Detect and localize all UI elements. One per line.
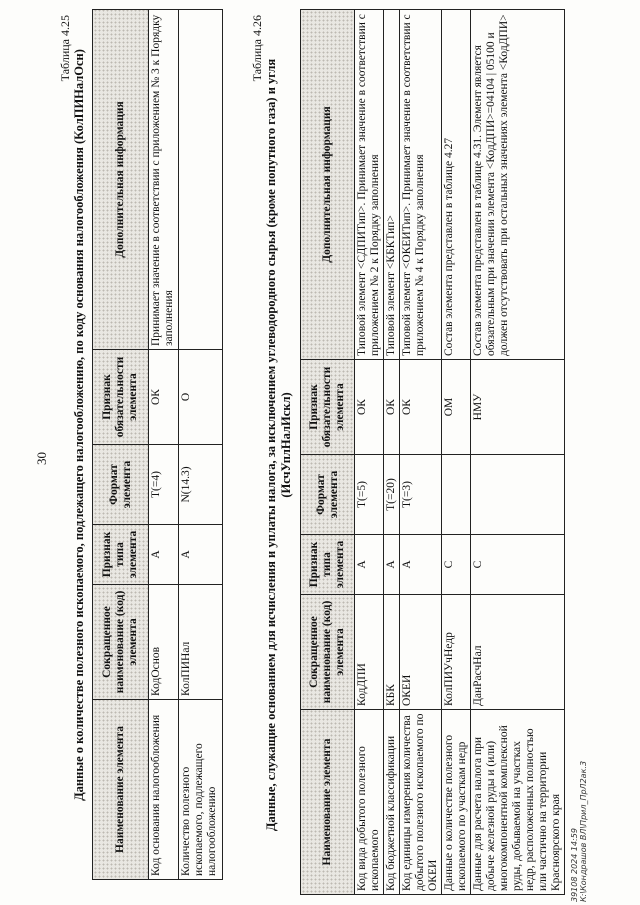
table-row: [179, 10, 223, 880]
table2-cell: Типовой элемент <ОКЕИТип>. Принимает значение в соответствии с приложением № 4 к Порядку заполнения: [400, 10, 442, 360]
table2-cell: Данные о количестве полезного ископаемого по участкам недр: [442, 710, 471, 895]
table1-cell: Т(=4): [149, 445, 179, 525]
stamp-line1: 39108 2024 14:59: [570, 828, 579, 902]
table-row: [442, 10, 471, 895]
table-row: [355, 10, 384, 895]
table2-cell: ОК: [400, 360, 442, 455]
table1-cell: О: [179, 350, 223, 445]
table2-cell: КБК: [384, 595, 400, 710]
table2-cell: [442, 455, 471, 535]
document-stamp: [570, 761, 588, 902]
table2-cell: ОКЕИ: [400, 595, 442, 710]
table2-caption-line2: (ИсчУплНалИскл): [279, 392, 293, 498]
table-row: [471, 10, 565, 895]
table2-header-info: Дополнительная информация: [301, 10, 355, 360]
table2-header-format: Формат элемента: [301, 455, 355, 535]
page-number: 30: [34, 452, 49, 465]
table2-cell: Код единицы измерения количества добытого полезного ископаемого по ОКЕИ: [400, 710, 442, 895]
table2-caption-line1: Данные, служащие основанием для исчисления и уплаты налога, за исключением углеводородного сырья (кроме попутного газа) и угля: [264, 58, 278, 832]
table2-cell: КодДПИ: [355, 595, 384, 710]
table2-header-name: Наименование элемента: [301, 710, 355, 895]
table1-cell: А: [179, 525, 223, 585]
table2-cell: ДанРасчНал: [471, 595, 565, 710]
table2: [300, 9, 565, 895]
table1-cell: [179, 10, 223, 350]
table2-header-type: Признак типа элемента: [301, 535, 355, 595]
table1-header-code: Сокращенное наименование (код) элемента: [93, 585, 149, 700]
table2-cell: С: [442, 535, 471, 595]
table2-cell: [471, 455, 565, 535]
table-row: [384, 10, 400, 895]
table2-cell: А: [400, 535, 442, 595]
table1-cell: КолПИНал: [179, 585, 223, 700]
table2-cell: ОК: [355, 360, 384, 455]
table2-cell: Типовой элемент <КБКТип>: [384, 10, 400, 360]
table2-label: Таблица 4.26: [250, 15, 264, 82]
table2-cell: Т(=20): [384, 455, 400, 535]
table1-cell: Количество полезного ископаемого, подлежащего налогообложению: [179, 700, 223, 880]
table1-header-info: Дополнительная информация: [93, 10, 149, 350]
table2-cell: А: [355, 535, 384, 595]
table2-cell: НМУ: [471, 360, 565, 455]
table1: [92, 9, 223, 880]
table-row: [149, 10, 179, 880]
table2-caption: [264, 5, 294, 885]
table-row: [400, 10, 442, 895]
table2-cell: КолПИУчНедр: [442, 595, 471, 710]
table1-cell: N(14.3): [179, 445, 223, 525]
table1-header-required: Признак обязательности элемента: [93, 350, 149, 445]
table2-cell: ОК: [384, 360, 400, 455]
table2-cell: Код бюджетной классификации: [384, 710, 400, 895]
table2-cell: Состав элемента представлен в таблице 4.31. Элемент является обязательным при значении элемента <КодДПИ>=04104 | 05100 и должен отсутствовать при остальных значениях элемента <КодДПИ>: [471, 10, 565, 360]
stamp-line2: К:\Кондрашов ВЛ\Прил_ПрЛ2ак.3: [579, 760, 588, 902]
table1-cell: Код основания налогообложения: [149, 700, 179, 880]
table1-cell: А: [149, 525, 179, 585]
table2-cell: Типовой элемент <СДПИТип>. Принимает значение в соответствии с приложением № 2 к Порядку заполнения: [355, 10, 384, 360]
table2-cell: ОМ: [442, 360, 471, 455]
table1-label: Таблица 4.25: [58, 15, 72, 82]
table1-caption: Данные о количестве полезного ископаемого, подлежащего налогообложению, по коду основания налогообложения (КолПИНалОсн): [72, 49, 86, 801]
table1-cell: КодОснов: [149, 585, 179, 700]
table2-cell: Т(=5): [355, 455, 384, 535]
table2-cell: Т(=3): [400, 455, 442, 535]
table1-cell: ОК: [149, 350, 179, 445]
table1-header-type: Признак типа элемента: [93, 525, 149, 585]
table2-header-code: Сокращенное наименование (код) элемента: [301, 595, 355, 710]
table2-header-required: Признак обязательности элемента: [301, 360, 355, 455]
table2-cell: Состав элемента представлен в таблице 4.27: [442, 10, 471, 360]
table1-cell: Принимает значение в соответствии с приложением № 3 к Порядку заполнения: [149, 10, 179, 350]
table2-cell: Данные для расчета налога при добыче железной руды и (или) многокомпонентной комплексной руды, добываемой на участках недр, расположенных полностью или частично на территории Красноярского края: [471, 710, 565, 895]
table2-cell: Код вида добытого полезного ископаемого: [355, 710, 384, 895]
table2-cell: С: [471, 535, 565, 595]
table2-cell: А: [384, 535, 400, 595]
table1-header-format: Формат элемента: [93, 445, 149, 525]
table1-header-name: Наименование элемента: [93, 700, 149, 880]
